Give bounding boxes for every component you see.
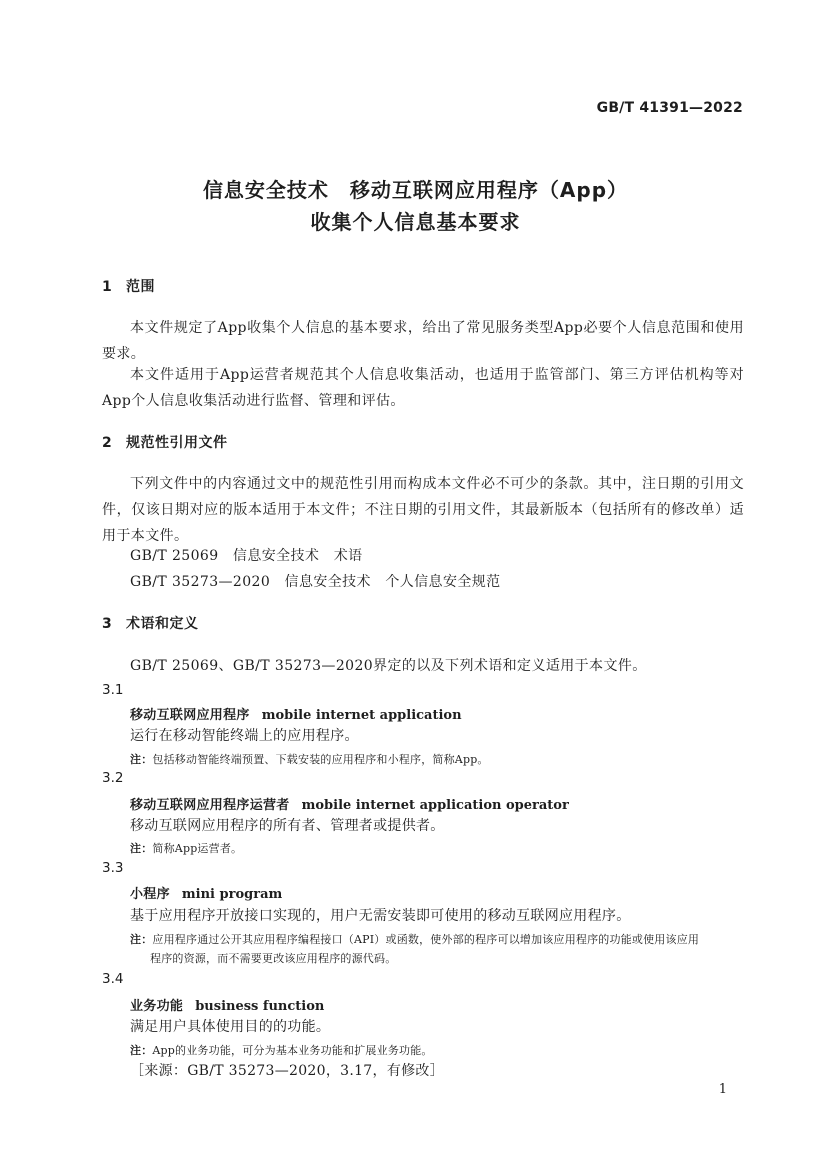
section-number: 1 xyxy=(102,279,113,295)
term-number: 3.3 xyxy=(102,860,124,876)
scope-paragraph-2: 本文件适用于App运营者规范其个人信息收集活动，也适用于监管部门、第三方评估机构等对App个人信息收集活动进行监督、管理和评估。 xyxy=(102,367,744,409)
scope-paragraph-1: 本文件规定了App收集个人信息的基本要求，给出了常见服务类型App必要个人信息范围和使用要求。 xyxy=(102,320,744,362)
term-definition: 运行在移动智能终端上的应用程序。 xyxy=(130,728,359,744)
term-zh: 业务功能 xyxy=(130,999,184,1014)
note-label: 注： xyxy=(130,933,153,946)
term-zh: 移动互联网应用程序 xyxy=(130,708,250,723)
term-note xyxy=(130,931,699,947)
references-paragraph: 下列文件中的内容通过文中的规范性引用而构成本文件必不可少的条款。其中，注日期的引用文件，仅该日期对应的版本适用于本文件；不注日期的引用文件，其最新版本（包括所有的修改单）适用于本文件。 xyxy=(102,476,744,544)
note-text: 包括移动智能终端预置、下载安装的应用程序和小程序，简称App。 xyxy=(152,753,489,766)
section-title: 规范性引用文件 xyxy=(126,435,228,451)
section-number: 3 xyxy=(102,616,113,632)
note-label: 注： xyxy=(130,753,153,766)
term-note xyxy=(130,751,489,767)
term-en: business function xyxy=(195,999,325,1014)
term-en: mini program xyxy=(181,887,283,902)
standard-number: GB/T 41391—2022 xyxy=(596,100,743,116)
section-number: 2 xyxy=(102,435,113,451)
term-definition: 移动互联网应用程序的所有者、管理者或提供者。 xyxy=(130,818,445,834)
term-heading xyxy=(130,794,569,813)
note-label: 注： xyxy=(130,842,153,855)
reference-item: GB/T 25069 信息安全技术 术语 xyxy=(130,548,363,564)
page-number: 1 xyxy=(718,1082,727,1097)
section-heading-terms xyxy=(102,613,199,633)
document-title-line1: 信息安全技术 移动互联网应用程序（App） xyxy=(202,178,629,202)
term-number: 3.1 xyxy=(102,682,124,698)
note-text: 简称App运营者。 xyxy=(152,842,243,855)
term-heading xyxy=(130,995,324,1014)
term-definition: 满足用户具体使用目的的功能。 xyxy=(130,1019,331,1035)
term-number: 3.4 xyxy=(102,971,124,987)
term-source: ［来源：GB/T 35273—2020，3.17，有修改］ xyxy=(130,1063,445,1079)
term-note-continued: 程序的资源，而不需要更改该应用程序的源代码。 xyxy=(150,952,397,965)
document-title-line2: 收集个人信息基本要求 xyxy=(310,210,521,234)
note-label: 注： xyxy=(130,1044,153,1057)
term-definition: 基于应用程序开放接口实现的，用户无需安装即可使用的移动互联网应用程序。 xyxy=(130,908,631,924)
term-number: 3.2 xyxy=(102,770,124,786)
terms-intro: GB/T 25069、GB/T 35273—2020界定的以及下列术语和定义适用于本文件。 xyxy=(130,658,647,674)
term-heading xyxy=(130,704,462,723)
section-title: 术语和定义 xyxy=(126,616,199,632)
section-title: 范围 xyxy=(126,279,155,295)
term-heading xyxy=(130,883,282,902)
term-zh: 移动互联网应用程序运营者 xyxy=(130,798,290,813)
term-zh: 小程序 xyxy=(130,887,170,902)
note-text: App的业务功能，可分为基本业务功能和扩展业务功能。 xyxy=(152,1044,433,1057)
section-heading-normative-references xyxy=(102,432,228,452)
term-note xyxy=(130,1042,433,1058)
note-text: 应用程序通过公开其应用程序编程接口（API）或函数，使外部的程序可以增加该应用程序的功能或使用该应用 xyxy=(152,933,700,946)
term-en: mobile internet application operator xyxy=(301,798,569,813)
term-en: mobile internet application xyxy=(261,708,462,723)
reference-item: GB/T 35273—2020 信息安全技术 个人信息安全规范 xyxy=(130,574,501,590)
term-note xyxy=(130,840,242,856)
section-heading-scope xyxy=(102,276,155,296)
